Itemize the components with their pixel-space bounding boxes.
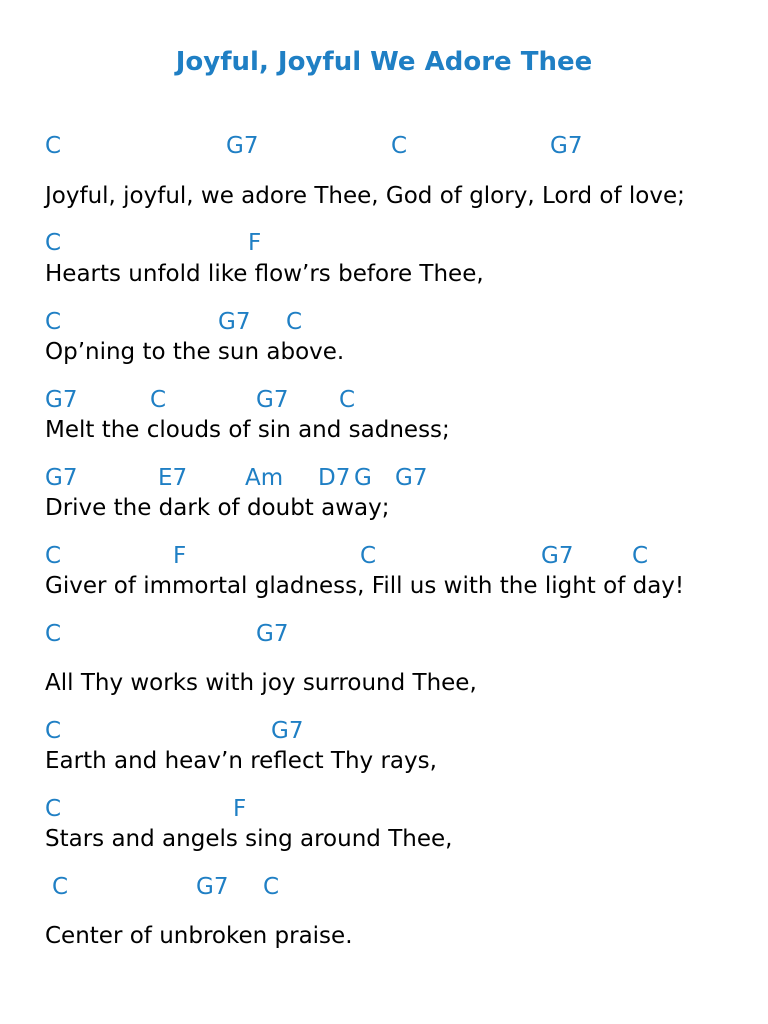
lyric-line: Center of unbroken praise. (45, 923, 353, 949)
chord: G7 (45, 465, 78, 491)
lyric-line: Drive the dark of doubt away; (45, 495, 390, 521)
lyric-line: Stars and angels sing around Thee, (45, 826, 453, 852)
chord: C (45, 309, 62, 335)
chord: F (173, 543, 187, 569)
chord: C (360, 543, 377, 569)
lyric-line: Melt the clouds of sin and sadness; (45, 417, 450, 443)
lyric-line: Op’ning to the sun above. (45, 339, 345, 365)
lyric-line: Earth and heav’n reflect Thy rays, (45, 748, 437, 774)
chord: D7 (318, 465, 351, 491)
chord: F (248, 230, 262, 256)
chord: C (632, 543, 649, 569)
chord: C (45, 133, 62, 159)
chord: F (233, 796, 247, 822)
chord: C (45, 796, 62, 822)
chord: C (286, 309, 303, 335)
chord: G7 (196, 874, 229, 900)
lyric-line: All Thy works with joy surround Thee, (45, 670, 477, 696)
chord: C (45, 621, 62, 647)
song-title: Joyful, Joyful We Adore Thee (175, 47, 593, 77)
chord: G7 (550, 133, 583, 159)
chord: C (45, 230, 62, 256)
lyric-line: Hearts unfold like flow’rs before Thee, (45, 261, 484, 287)
chord: Am (245, 465, 284, 491)
chord: G7 (226, 133, 259, 159)
chord: C (52, 874, 69, 900)
chord: G7 (218, 309, 251, 335)
chord: E7 (158, 465, 188, 491)
chord: G7 (45, 387, 78, 413)
chord: C (45, 543, 62, 569)
chord: C (339, 387, 356, 413)
lyric-line: Giver of immortal gladness, Fill us with the light of day! (45, 573, 685, 599)
lyric-line: Joyful, joyful, we adore Thee, God of glory, Lord of love; (45, 183, 685, 209)
chord: G7 (256, 621, 289, 647)
chord: G (354, 465, 372, 491)
chord: G7 (541, 543, 574, 569)
chord: G7 (395, 465, 428, 491)
chord: C (150, 387, 167, 413)
chord: C (263, 874, 280, 900)
chord: G7 (271, 718, 304, 744)
chord: C (391, 133, 408, 159)
chord: C (45, 718, 62, 744)
chord: G7 (256, 387, 289, 413)
